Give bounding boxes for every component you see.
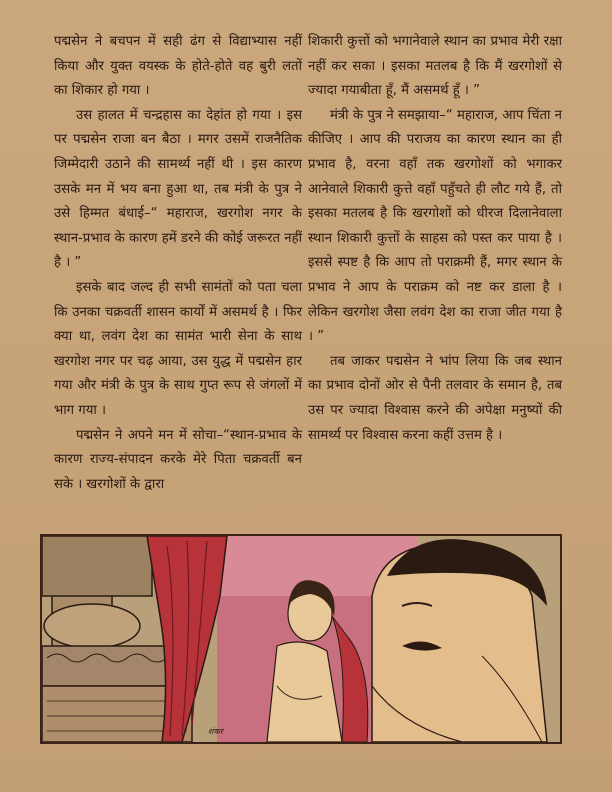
story-illustration <box>40 534 562 744</box>
paragraph-right-3: तब जाकर पद्मसेन ने भांप लिया कि जब स्थान का प्रभाव दोनों ओर से पैनी तलवार के समान है, तब उस पर ज्यादा विश्वास करने की अपेक्षा मनुष्यों की सामर्थ्य पर विश्वास करना कहीं उत्तम है । <box>308 353 562 443</box>
paragraph-left-3: इसके बाद जल्द ही सभी सामंतों को पता चला कि उनका चक्रवर्ती शासन कार्यों में असमर्थ है । फिर क्या था, लवंग देश का सामंत भारी सेना के साथ खरगोश नगर पर चढ़ आया, उस युद्ध में पद्मसेन हार गया और मंत्री के पुत्र के साथ गुप्त रूप से जंगलों में भाग गया । <box>54 279 302 418</box>
paragraph-left-2: उस हालत में चन्द्रहास का देहांत हो गया । इस पर पद्मसेन राजा बन बैठा । मगर उसमें राजनैतिक जिम्मेदारी उठाने की सामर्थ्य नहीं थी । इस कारण उसके मन में भय बना हुआ था, तब मंत्री के पुत्र ने उसे हिम्मत बंधाई–“ महाराज, खरगोश नगर के स्थान-प्रभाव के कारण हमें डरने की कोई जरूरत नहीं है । ” <box>54 107 302 271</box>
artist-signature: शंकर <box>208 727 223 736</box>
paragraph-right-1: शिकारी कुत्तों को भगानेवाले स्थान का प्रभाव मेरी रक्षा नहीं कर सका । इसका मतलब है कि मैं खरगोशों से ज्यादा गयाबीता हूँ, मैं असमर्थ हूँ । ” <box>308 34 562 99</box>
paragraph-left-1: पद्मसेन ने बचपन में सही ढंग से विद्याभ्यास नहीं किया और युक्त वयस्क के होते-होते वह बुरी लतों का शिकार हो गया । <box>54 34 302 99</box>
paragraph-left-4: पद्मसेन ने अपने मन में सोचा–“स्थान-प्रभाव के कारण राज्य-संपादन करके मेरे पिता चक्रवर्ती बन सके । खरगोशों के द्वारा <box>54 427 302 492</box>
man-figure <box>372 539 547 742</box>
text-column-right <box>308 30 562 448</box>
text-column-left <box>54 30 302 497</box>
illustration-drawing <box>42 536 560 742</box>
paragraph-right-2: मंत्री के पुत्र ने समझाया–“ महाराज, आप चिंता न कीजिए । आप की पराजय का कारण स्थान का ही प्रभाव है, वरना वहाँ तक खरगोशों को भगाकर आनेवाले शिकारी कुत्ते वहाँ पहुँचते ही लौट गये हैं, तो इसका मतलब है कि खरगोशों को धीरज दिलानेवाला स्थान शिकारी कुत्तों के साहस को पस्त कर पाया है । इससे स्पष्ट है कि आप तो पराक्रमी हैं, मगर स्थान के प्रभाव ने आप के पराक्रम को नष्ट कर डाला है । लेकिन खरगोश जैसा लवंग देश का राजा जीत गया है । ” <box>308 107 562 345</box>
